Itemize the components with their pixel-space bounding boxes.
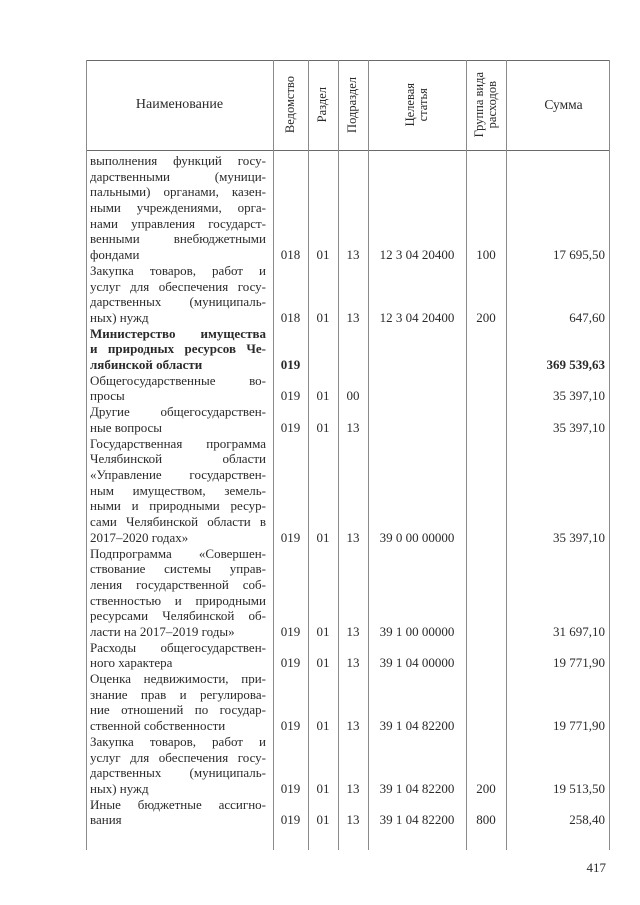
header-celevaya-label: Целевая статья (402, 83, 430, 127)
name-line: лябинской области (90, 357, 203, 373)
name-line: Другие общегосударствен- (90, 404, 266, 420)
razdel-cell: 01 (316, 655, 330, 671)
summa-cell: 35 397,10 (553, 388, 605, 404)
table-row (86, 326, 609, 373)
name-line: фондами (90, 247, 140, 263)
razdel-cell: 01 (316, 529, 330, 545)
vedomstvo-cell: 018 (280, 309, 301, 325)
name-line: выполнения функций госу- (90, 153, 266, 168)
name-line: Оценка недвижимости, при- (90, 671, 266, 687)
razdel-cell: 01 (316, 624, 330, 639)
summa-cell: 258,40 (569, 812, 605, 828)
celevaya-statya-cell: 12 3 04 20400 (379, 247, 455, 263)
razdel-cell: 01 (316, 247, 330, 263)
podrazdel-cell: 13 (346, 309, 360, 325)
name-cell (90, 671, 266, 734)
summa-cell: 35 397,10 (553, 419, 605, 435)
header-gruppa-label: Группа вида расходов (471, 72, 499, 138)
vedomstvo-cell: 019 (280, 419, 301, 435)
summa-cell: 17 695,50 (553, 247, 605, 263)
header-podrazdel-label: Подраздел (345, 77, 360, 133)
podrazdel-cell: 13 (346, 718, 360, 734)
header-vedomstvo-label: Ведомство (282, 76, 297, 134)
name-line: ствование системы управ- (90, 561, 266, 577)
celevaya-statya-cell: 12 3 04 20400 (379, 309, 455, 325)
vedomstvo-cell: 019 (280, 718, 301, 734)
table-row (86, 263, 609, 326)
name-line: Министерство имущества (90, 325, 266, 341)
column-divider (609, 60, 610, 850)
name-line: пальными) органами, казен- (90, 184, 266, 200)
name-line: Подпрограмма «Совершен- (90, 545, 266, 561)
celevaya-statya-cell: 39 1 04 82200 (379, 780, 455, 796)
podrazdel-cell: 13 (346, 624, 360, 639)
name-line: знание прав и регулирова- (90, 686, 266, 702)
name-line: дарственных (муниципаль- (90, 294, 266, 310)
name-line: Челябинской области (90, 451, 266, 467)
podrazdel-cell: 13 (346, 247, 360, 263)
vedomstvo-cell: 019 (280, 780, 301, 796)
podrazdel-cell: 13 (346, 419, 360, 435)
summa-cell: 19 771,90 (553, 718, 605, 734)
summa-cell: 19 513,50 (553, 780, 605, 796)
vedomstvo-cell: 019 (280, 655, 301, 671)
table-row (86, 546, 609, 640)
gruppa-vida-cell: 100 (476, 247, 496, 263)
razdel-cell: 01 (316, 780, 330, 796)
name-cell (90, 436, 266, 546)
vedomstvo-cell: 019 (280, 529, 301, 545)
celevaya-statya-cell: 39 1 04 00000 (379, 655, 455, 671)
name-line: просы (90, 388, 125, 404)
name-line: Государственная программа (90, 435, 266, 451)
name-cell (90, 546, 266, 640)
header-razdel-label: Раздел (315, 87, 330, 123)
header-vedomstvo (273, 60, 308, 150)
podrazdel-cell: 13 (346, 655, 360, 671)
razdel-cell: 01 (316, 388, 330, 404)
name-line: нами управления государст- (90, 215, 266, 231)
gruppa-vida-cell: 200 (476, 780, 496, 796)
name-line: ственной собственности (90, 718, 226, 734)
table-row (86, 640, 609, 671)
name-line: дарственными (муници- (90, 168, 266, 184)
name-cell (90, 640, 266, 671)
header-summa: Сумма (544, 97, 583, 112)
name-line: Закупка товаров, работ и (90, 262, 266, 278)
name-cell (90, 263, 266, 326)
name-cell (90, 373, 266, 404)
name-cell (90, 734, 266, 797)
summa-cell: 31 697,10 (553, 624, 605, 639)
name-line: вания (90, 812, 122, 828)
name-line: ные вопросы (90, 419, 163, 435)
name-line: ласти на 2017–2019 годы» (90, 623, 235, 639)
name-cell (90, 797, 266, 828)
name-line: ственностью и природными (90, 592, 266, 608)
summa-cell: 35 397,10 (553, 529, 605, 545)
celevaya-statya-cell: 39 1 00 00000 (379, 624, 455, 639)
table-row (86, 153, 609, 263)
podrazdel-cell: 13 (346, 780, 360, 796)
name-cell (90, 153, 266, 263)
name-line: дарственных (муниципаль- (90, 765, 266, 781)
podrazdel-cell: 00 (346, 388, 360, 404)
name-line: ресурсами Челябинской об- (90, 608, 266, 624)
vedomstvo-cell: 019 (280, 624, 301, 639)
table-row (86, 797, 609, 828)
gruppa-vida-cell: 200 (476, 309, 496, 325)
name-cell (90, 326, 266, 373)
razdel-cell: 01 (316, 419, 330, 435)
table-row (86, 734, 609, 797)
razdel-cell: 01 (316, 309, 330, 325)
table-row (86, 404, 609, 435)
name-line: ными учреждениями, орга- (90, 200, 266, 216)
name-line: 2017–2020 годах» (90, 529, 189, 545)
table-header-border (86, 150, 609, 151)
name-line: Расходы общегосударствен- (90, 639, 266, 655)
name-line: и природных ресурсов Че- (90, 341, 266, 357)
name-line: «Управление государствен- (90, 466, 266, 482)
name-line: ления государственной соб- (90, 576, 266, 592)
table-row (86, 373, 609, 404)
name-line: Закупка товаров, работ и (90, 733, 266, 749)
vedomstvo-cell: 019 (280, 812, 301, 828)
summa-cell: 369 539,63 (546, 357, 605, 373)
name-line: ного характера (90, 655, 173, 671)
header-razdel (308, 60, 338, 150)
summa-cell: 19 771,90 (553, 655, 605, 671)
summa-cell: 647,60 (569, 309, 605, 325)
name-cell (90, 404, 266, 435)
vedomstvo-cell: 019 (280, 357, 301, 373)
table-row (86, 671, 609, 734)
name-line: сами Челябинской области в (90, 514, 266, 530)
razdel-cell: 01 (316, 718, 330, 734)
celevaya-statya-cell: 39 1 04 82200 (379, 718, 455, 734)
page-number: 417 (586, 860, 606, 875)
name-line: ных) нужд (90, 780, 149, 796)
vedomstvo-cell: 019 (280, 388, 301, 404)
header-name: Наименование (135, 97, 224, 112)
razdel-cell: 01 (316, 812, 330, 828)
header-celevaya-statya (368, 60, 466, 150)
celevaya-statya-cell: 39 0 00 00000 (379, 529, 455, 545)
table-row (86, 436, 609, 546)
name-line: ние отношений по государ- (90, 702, 266, 718)
name-line: ных) нужд (90, 309, 149, 325)
name-line: Общегосударственные во- (90, 372, 266, 388)
podrazdel-cell: 13 (346, 812, 360, 828)
name-line: ными и природными ресур- (90, 498, 266, 514)
vedomstvo-cell: 018 (280, 247, 301, 263)
header-gruppa-vida (466, 60, 506, 150)
celevaya-statya-cell: 39 1 04 82200 (379, 812, 455, 828)
podrazdel-cell: 13 (346, 529, 360, 545)
name-line: ным имуществом, земель- (90, 482, 266, 498)
gruppa-vida-cell: 800 (476, 812, 496, 828)
name-line: услуг для обеспечения госу- (90, 278, 266, 294)
name-line: венными внебюджетными (90, 231, 266, 247)
name-line: Иные бюджетные ассигно- (90, 796, 266, 812)
header-podrazdel (338, 60, 368, 150)
name-line: услуг для обеспечения госу- (90, 749, 266, 765)
